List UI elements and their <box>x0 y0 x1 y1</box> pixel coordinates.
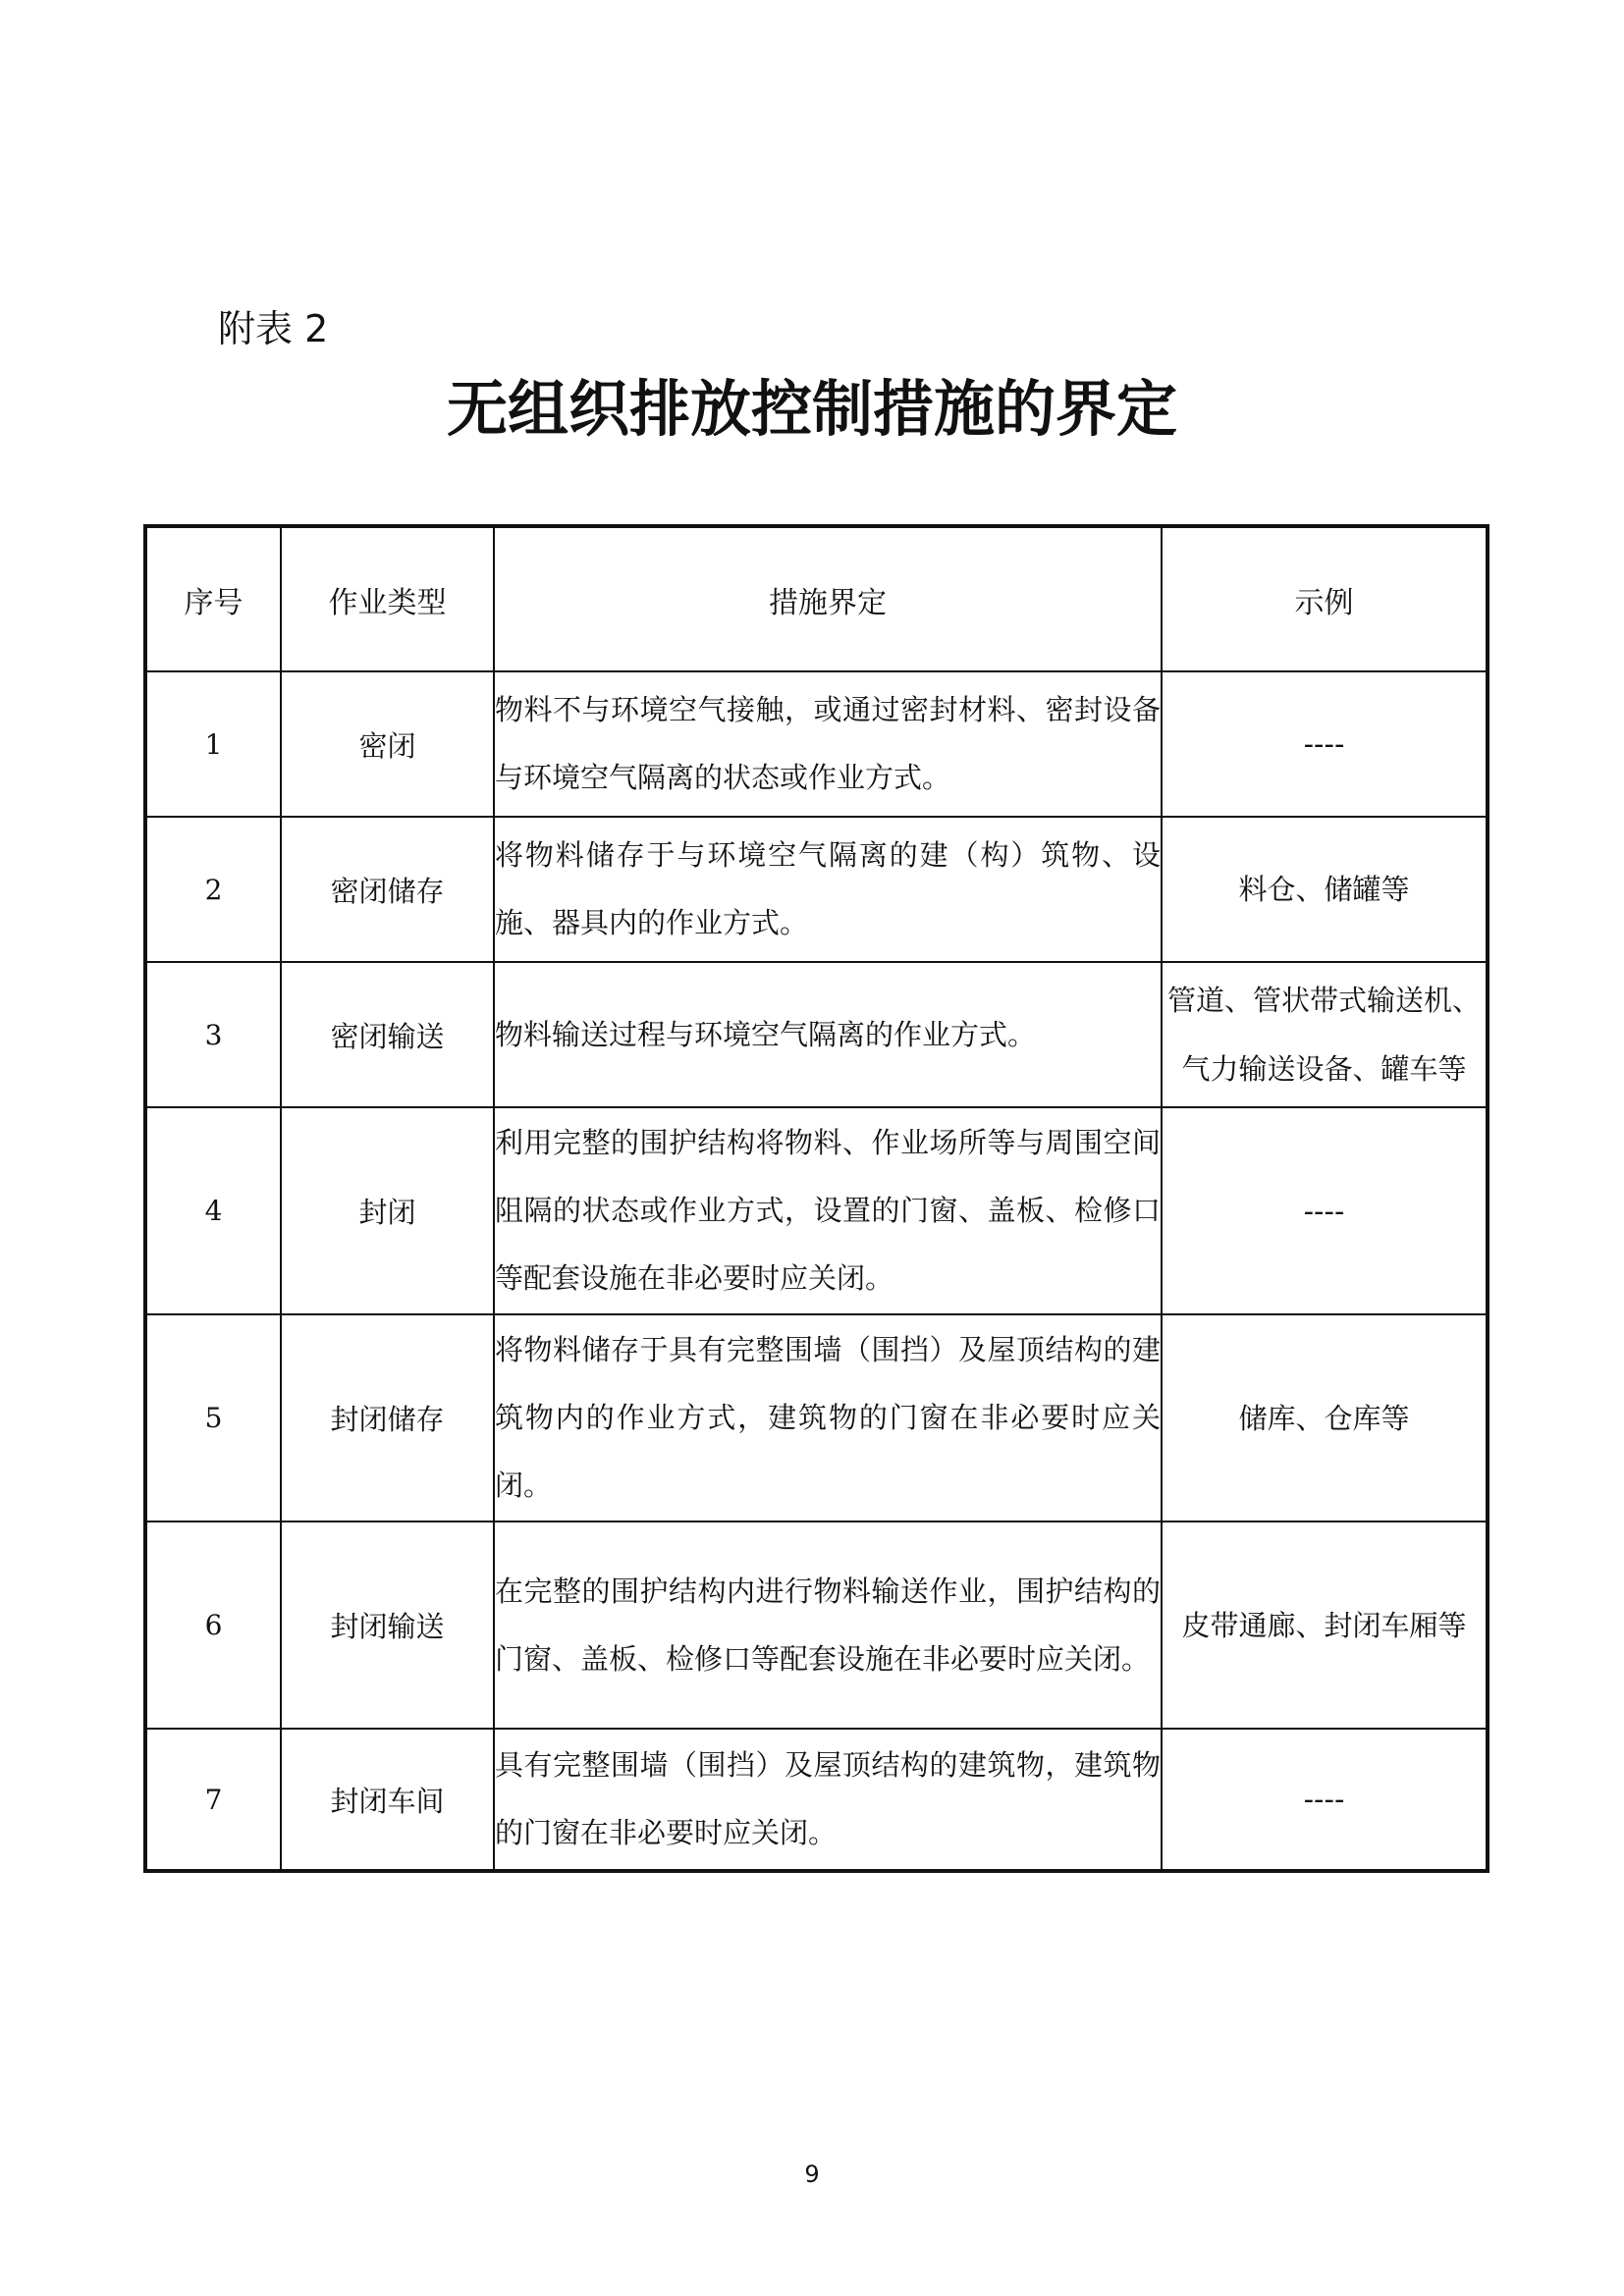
table-row <box>145 817 1488 962</box>
operation-type: 封闭 <box>281 1107 494 1314</box>
column-header-example: 示例 <box>1162 526 1488 671</box>
column-header-no: 序号 <box>145 526 281 671</box>
appendix-label: 附表 2 <box>218 307 329 350</box>
operation-type: 封闭输送 <box>281 1522 494 1729</box>
column-header-definition: 措施界定 <box>494 526 1162 671</box>
example: 料仓、储罐等 <box>1162 817 1488 962</box>
measure-definition: 物料不与环境空气接触，或通过密封材料、密封设备与环境空气隔离的状态或作业方式。 <box>494 671 1162 817</box>
table-row <box>145 1522 1488 1729</box>
example: 皮带通廊、封闭车厢等 <box>1162 1522 1488 1729</box>
operation-type: 密闭储存 <box>281 817 494 962</box>
example: 储库、仓库等 <box>1162 1314 1488 1522</box>
measure-definition: 在完整的围护结构内进行物料输送作业，围护结构的门窗、盖板、检修口等配套设施在非必要时应关闭。 <box>494 1522 1162 1729</box>
row-number: 3 <box>145 962 281 1107</box>
measure-definition: 将物料储存于与环境空气隔离的建（构）筑物、设施、器具内的作业方式。 <box>494 817 1162 962</box>
page-title: 无组织排放控制措施的界定 <box>446 373 1177 445</box>
example: ---- <box>1162 1729 1488 1871</box>
row-number: 7 <box>145 1729 281 1871</box>
operation-type: 封闭储存 <box>281 1314 494 1522</box>
definition-table <box>143 524 1489 1873</box>
operation-type: 密闭 <box>281 671 494 817</box>
row-number: 5 <box>145 1314 281 1522</box>
column-header-type: 作业类型 <box>281 526 494 671</box>
row-number: 1 <box>145 671 281 817</box>
table-row <box>145 1107 1488 1314</box>
example: ---- <box>1162 1107 1488 1314</box>
row-number: 6 <box>145 1522 281 1729</box>
table-header-row <box>145 526 1488 671</box>
table-row <box>145 671 1488 817</box>
example: ---- <box>1162 671 1488 817</box>
row-number: 4 <box>145 1107 281 1314</box>
table-row <box>145 1314 1488 1522</box>
operation-type: 密闭输送 <box>281 962 494 1107</box>
row-number: 2 <box>145 817 281 962</box>
measure-definition: 将物料储存于具有完整围墙（围挡）及屋顶结构的建筑物内的作业方式，建筑物的门窗在非必要时应关闭。 <box>494 1314 1162 1522</box>
page-number: 9 <box>804 2161 820 2188</box>
example: 管道、管状带式输送机、气力输送设备、罐车等 <box>1162 962 1488 1107</box>
operation-type: 封闭车间 <box>281 1729 494 1871</box>
table-row <box>145 962 1488 1107</box>
measure-definition: 利用完整的围护结构将物料、作业场所等与周围空间阻隔的状态或作业方式，设置的门窗、盖板、检修口等配套设施在非必要时应关闭。 <box>494 1107 1162 1314</box>
measure-definition: 物料输送过程与环境空气隔离的作业方式。 <box>494 962 1162 1107</box>
measure-definition: 具有完整围墙（围挡）及屋顶结构的建筑物，建筑物的门窗在非必要时应关闭。 <box>494 1729 1162 1871</box>
table-row <box>145 1729 1488 1871</box>
